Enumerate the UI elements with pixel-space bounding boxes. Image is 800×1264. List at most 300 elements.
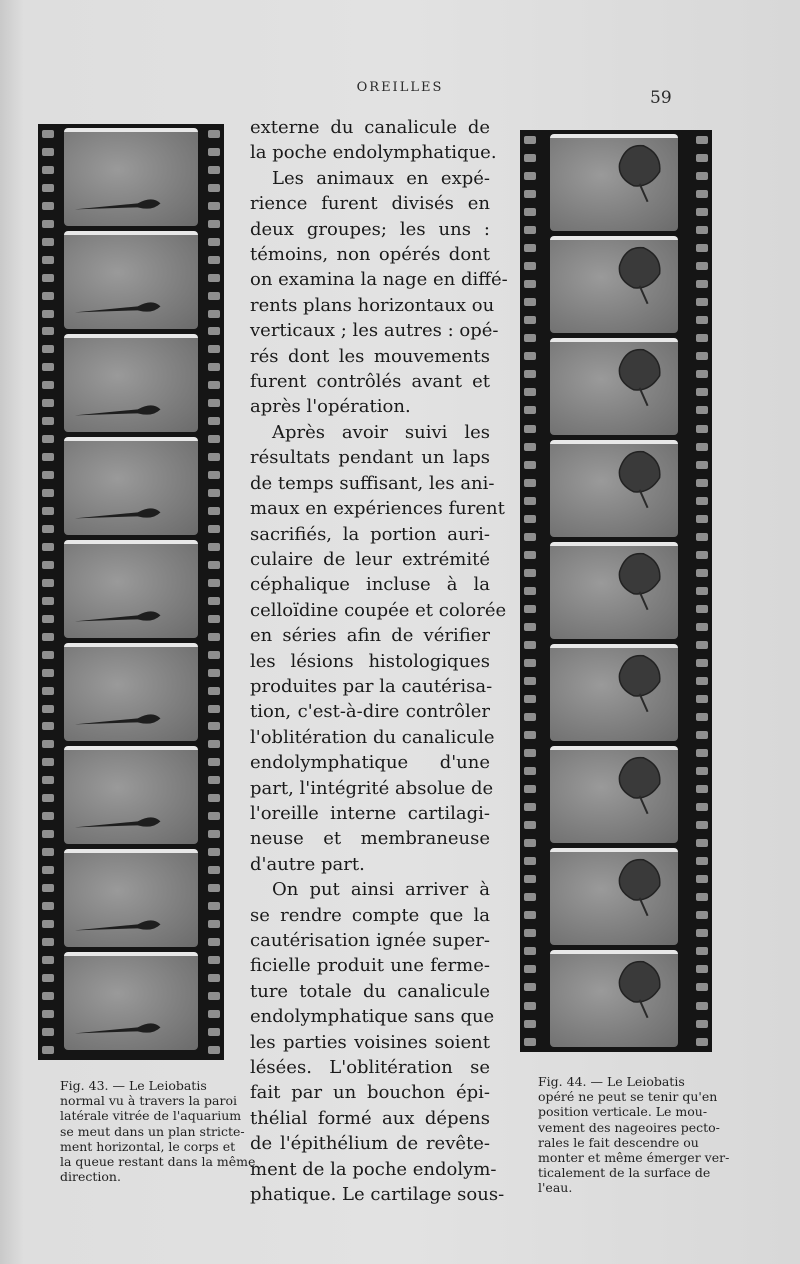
perforation-hole <box>208 705 220 713</box>
perforation-hole <box>696 551 708 559</box>
perforation-hole <box>696 1002 708 1010</box>
film-frame <box>64 437 198 535</box>
perforation-hole <box>696 461 708 469</box>
perforation-hole <box>42 722 54 730</box>
perforation-hole <box>208 992 220 1000</box>
perforation-hole <box>696 533 708 541</box>
perforation-hole <box>208 740 220 748</box>
ray-silhouette-horizontal <box>64 132 198 226</box>
perforation-hole <box>524 1020 536 1028</box>
perforation-hole <box>524 911 536 919</box>
perforation-hole <box>696 370 708 378</box>
perforation-hole <box>696 136 708 144</box>
film-frame <box>550 134 678 231</box>
body-text-column <box>250 115 508 1207</box>
perforation-hole <box>42 381 54 389</box>
perforation-hole <box>524 785 536 793</box>
perforation-hole <box>696 1038 708 1046</box>
perforation-hole <box>42 920 54 928</box>
perforation-hole <box>208 256 220 264</box>
perforation-hole <box>42 130 54 138</box>
perforation-hole <box>42 579 54 587</box>
perforation-hole <box>208 292 220 300</box>
body-text-line: on examina la nage en diffé- <box>250 269 508 291</box>
perforation-hole <box>42 615 54 623</box>
film-frame <box>550 644 678 741</box>
body-text-line: tion, c'est-à-dire contrôler <box>250 701 490 723</box>
perforation-hole <box>42 651 54 659</box>
body-text-line: fait par un bouchon épi- <box>250 1082 490 1104</box>
perforation-hole <box>524 262 536 270</box>
perforation-hole <box>524 875 536 883</box>
film-frames <box>64 128 198 1050</box>
caption-line: ticalement de la surface de <box>538 1165 711 1181</box>
film-frame <box>550 440 678 537</box>
perforation-hole <box>208 830 220 838</box>
body-text-line: de l'épithélium de revête- <box>250 1133 490 1155</box>
perforation-hole <box>696 280 708 288</box>
perforation-hole <box>42 148 54 156</box>
ray-silhouette-vertical <box>550 648 678 741</box>
film-perforations-left <box>42 130 54 1054</box>
perforation-hole <box>524 821 536 829</box>
body-text-line: maux en expériences furent <box>250 498 505 520</box>
ray-silhouette-vertical <box>550 750 678 843</box>
body-text-line: témoins, non opérés dont <box>250 244 490 266</box>
perforation-hole <box>208 902 220 910</box>
perforation-hole <box>42 884 54 892</box>
film-frame <box>64 128 198 226</box>
perforation-hole <box>696 821 708 829</box>
body-text-line: endolymphatique d'une <box>250 752 490 774</box>
body-text-line: produites par la cautérisa- <box>250 675 493 697</box>
ray-silhouette-vertical <box>550 138 678 231</box>
running-title: OREILLES <box>356 80 444 95</box>
perforation-hole <box>696 857 708 865</box>
perforation-hole <box>524 803 536 811</box>
perforation-hole <box>696 172 708 180</box>
film-frame <box>64 540 198 638</box>
perforation-hole <box>696 785 708 793</box>
perforation-hole <box>208 687 220 695</box>
perforation-hole <box>696 1020 708 1028</box>
film-frame <box>550 950 678 1047</box>
perforation-hole <box>696 803 708 811</box>
perforation-hole <box>524 244 536 252</box>
perforation-hole <box>696 316 708 324</box>
ray-silhouette-horizontal <box>64 338 198 432</box>
body-text-line: rés dont les mouvements <box>250 345 490 367</box>
perforation-hole <box>208 1010 220 1018</box>
body-text-line: la poche endolymphatique. <box>250 142 497 164</box>
perforation-hole <box>42 274 54 282</box>
perforation-hole <box>42 292 54 300</box>
perforation-hole <box>208 938 220 946</box>
body-text-line: part, l'intégrité absolue de <box>250 777 494 799</box>
perforation-hole <box>696 677 708 685</box>
perforation-hole <box>208 435 220 443</box>
perforation-hole <box>696 695 708 703</box>
perforation-hole <box>42 435 54 443</box>
perforation-hole <box>696 641 708 649</box>
perforation-hole <box>208 866 220 874</box>
perforation-hole <box>42 597 54 605</box>
perforation-hole <box>524 677 536 685</box>
perforation-hole <box>42 238 54 246</box>
perforation-hole <box>524 316 536 324</box>
caption-line: vement des nageoires pecto- <box>538 1119 720 1135</box>
perforation-hole <box>524 443 536 451</box>
perforation-hole <box>524 551 536 559</box>
film-perforations-right <box>696 136 708 1046</box>
perforation-hole <box>208 561 220 569</box>
perforation-hole <box>696 406 708 414</box>
body-text-line: Après avoir suivi les <box>272 421 490 443</box>
body-text-line: les lésions histologiques <box>250 650 490 672</box>
perforation-hole <box>524 334 536 342</box>
perforation-hole <box>42 507 54 515</box>
perforation-hole <box>42 1028 54 1036</box>
ray-silhouette-horizontal <box>64 853 198 947</box>
perforation-hole <box>696 352 708 360</box>
perforation-hole <box>42 202 54 210</box>
body-text-line: l'oblitération du canalicule <box>250 726 495 748</box>
page-number: 59 <box>650 88 672 108</box>
film-frame <box>550 338 678 435</box>
caption-line: opéré ne peut se tenir qu'en <box>538 1089 718 1105</box>
film-frame <box>550 542 678 639</box>
perforation-hole <box>524 983 536 991</box>
perforation-hole <box>208 327 220 335</box>
body-text-line: céphalique incluse à la <box>250 574 490 596</box>
perforation-hole <box>208 920 220 928</box>
perforation-hole <box>208 166 220 174</box>
ray-silhouette-vertical <box>550 954 678 1047</box>
perforation-hole <box>524 731 536 739</box>
perforation-hole <box>524 749 536 757</box>
perforation-hole <box>42 345 54 353</box>
perforation-hole <box>524 1002 536 1010</box>
film-frame <box>550 236 678 333</box>
ray-silhouette-horizontal <box>64 647 198 741</box>
perforation-hole <box>524 569 536 577</box>
ray-silhouette-horizontal <box>64 235 198 329</box>
perforation-hole <box>524 641 536 649</box>
perforation-hole <box>524 226 536 234</box>
perforation-hole <box>696 298 708 306</box>
figure-43-caption <box>60 1078 256 1185</box>
perforation-hole <box>696 262 708 270</box>
perforation-hole <box>42 489 54 497</box>
perforation-hole <box>696 947 708 955</box>
perforation-hole <box>42 220 54 228</box>
body-text-line: neuse et membraneuse <box>250 828 490 850</box>
perforation-hole <box>42 938 54 946</box>
perforation-hole <box>42 776 54 784</box>
perforation-hole <box>208 579 220 587</box>
perforation-hole <box>696 767 708 775</box>
body-text-line: rents plans horizontaux ou <box>250 294 495 316</box>
body-text-line: d'autre part. <box>250 853 365 875</box>
film-frame <box>64 334 198 432</box>
perforation-hole <box>524 406 536 414</box>
body-text-line: ture totale du canalicule <box>250 980 490 1002</box>
perforation-hole <box>42 256 54 264</box>
perforation-hole <box>42 974 54 982</box>
perforation-hole <box>208 274 220 282</box>
perforation-hole <box>524 497 536 505</box>
perforation-hole <box>696 479 708 487</box>
perforation-hole <box>524 515 536 523</box>
perforation-hole <box>696 587 708 595</box>
perforation-hole <box>696 929 708 937</box>
perforation-hole <box>696 497 708 505</box>
caption-line: l'eau. <box>538 1180 573 1196</box>
body-text-line: Les animaux en expé- <box>272 167 490 189</box>
body-text-line: culaire de leur extrémité <box>250 548 490 570</box>
perforation-hole <box>42 471 54 479</box>
perforation-hole <box>696 515 708 523</box>
perforation-hole <box>696 893 708 901</box>
film-frame <box>64 952 198 1050</box>
figure-44-caption <box>538 1074 728 1196</box>
perforation-hole <box>208 669 220 677</box>
perforation-hole <box>208 507 220 515</box>
body-text-line: cautérisation ignée super- <box>250 930 490 951</box>
perforation-hole <box>42 184 54 192</box>
body-text-line: deux groupes; les uns : <box>250 218 490 240</box>
perforation-hole <box>696 190 708 198</box>
body-text-line: l'oreille interne cartilagi- <box>250 802 490 824</box>
perforation-hole <box>208 633 220 641</box>
perforation-hole <box>208 184 220 192</box>
perforation-hole <box>524 425 536 433</box>
caption-line: ment horizontal, le corps et <box>60 1138 236 1154</box>
perforation-hole <box>524 605 536 613</box>
perforation-hole <box>696 749 708 757</box>
caption-line: position verticale. Le mou- <box>538 1104 708 1120</box>
perforation-hole <box>208 758 220 766</box>
body-text-line: ficielle produit une ferme- <box>250 955 490 977</box>
perforation-hole <box>42 363 54 371</box>
caption-line: normal vu à travers la paroi <box>60 1093 237 1109</box>
perforation-hole <box>524 929 536 937</box>
body-text-line: de temps suffisant, les ani- <box>250 472 495 494</box>
perforation-hole <box>208 884 220 892</box>
perforation-hole <box>524 479 536 487</box>
body-text-line: verticaux ; les autres : opé- <box>250 320 499 342</box>
perforation-hole <box>208 417 220 425</box>
film-perforations-right <box>208 130 220 1054</box>
perforation-hole <box>208 453 220 461</box>
perforation-hole <box>524 893 536 901</box>
perforation-hole <box>696 154 708 162</box>
ray-silhouette-vertical <box>550 546 678 639</box>
perforation-hole <box>208 363 220 371</box>
body-text-line: endolymphatique sans que <box>250 1006 495 1028</box>
perforation-hole <box>42 758 54 766</box>
perforation-hole <box>696 208 708 216</box>
perforation-hole <box>524 154 536 162</box>
ray-silhouette-vertical <box>550 444 678 537</box>
perforation-hole <box>42 166 54 174</box>
perforation-hole <box>208 381 220 389</box>
perforation-hole <box>696 911 708 919</box>
caption-line: rales le fait descendre ou <box>538 1134 699 1150</box>
perforation-hole <box>208 776 220 784</box>
ray-silhouette-vertical <box>550 342 678 435</box>
ray-silhouette-horizontal <box>64 544 198 638</box>
perforation-hole <box>696 983 708 991</box>
caption-line: Fig. 43. — Le Leiobatis <box>60 1078 207 1093</box>
perforation-hole <box>524 1038 536 1046</box>
body-text-line: lésées. L'oblitération se <box>250 1057 490 1079</box>
film-perforations-left <box>524 136 536 1046</box>
perforation-hole <box>524 623 536 631</box>
body-text-line: les parties voisines soient <box>250 1031 490 1053</box>
ray-silhouette-horizontal <box>64 956 198 1050</box>
body-text-line: On put ainsi arriver à <box>272 879 490 901</box>
perforation-hole <box>42 633 54 641</box>
perforation-hole <box>524 767 536 775</box>
perforation-hole <box>524 659 536 667</box>
film-frame <box>550 746 678 843</box>
perforation-hole <box>524 280 536 288</box>
perforation-hole <box>524 298 536 306</box>
ray-silhouette-horizontal <box>64 750 198 844</box>
ray-silhouette-horizontal <box>64 441 198 535</box>
perforation-hole <box>208 812 220 820</box>
perforation-hole <box>208 722 220 730</box>
perforation-hole <box>696 443 708 451</box>
perforation-hole <box>524 461 536 469</box>
perforation-hole <box>208 956 220 964</box>
perforation-hole <box>208 848 220 856</box>
perforation-hole <box>696 659 708 667</box>
perforation-hole <box>524 713 536 721</box>
perforation-hole <box>208 651 220 659</box>
body-text-line: rience furent divisés en <box>250 193 490 215</box>
perforation-hole <box>696 713 708 721</box>
body-text-line: se rendre compte que la <box>250 904 490 926</box>
perforation-hole <box>524 208 536 216</box>
perforation-hole <box>42 561 54 569</box>
perforation-hole <box>524 136 536 144</box>
perforation-hole <box>696 226 708 234</box>
body-text-line: furent contrôlés avant et <box>250 371 490 393</box>
perforation-hole <box>42 687 54 695</box>
body-text-line: externe du canalicule de <box>250 117 490 138</box>
film-frame <box>64 643 198 741</box>
perforation-hole <box>696 731 708 739</box>
perforation-hole <box>696 839 708 847</box>
perforation-hole <box>524 695 536 703</box>
perforation-hole <box>208 310 220 318</box>
perforation-hole <box>524 352 536 360</box>
perforation-hole <box>208 345 220 353</box>
perforation-hole <box>42 453 54 461</box>
perforation-hole <box>42 794 54 802</box>
film-strip-figure-44 <box>520 130 712 1052</box>
perforation-hole <box>696 334 708 342</box>
perforation-hole <box>42 956 54 964</box>
perforation-hole <box>208 794 220 802</box>
ray-silhouette-vertical <box>550 852 678 945</box>
body-text-line: sacrifiés, la portion auri- <box>250 523 490 545</box>
perforation-hole <box>208 489 220 497</box>
perforation-hole <box>42 399 54 407</box>
film-frame <box>550 848 678 945</box>
body-text-line: en séries afin de vérifier <box>250 625 490 647</box>
perforation-hole <box>524 370 536 378</box>
caption-line: direction. <box>60 1169 121 1185</box>
perforation-hole <box>208 525 220 533</box>
perforation-hole <box>42 525 54 533</box>
perforation-hole <box>524 190 536 198</box>
perforation-hole <box>524 388 536 396</box>
perforation-hole <box>42 830 54 838</box>
body-text-line: celloïdine coupée et colorée <box>250 599 507 621</box>
perforation-hole <box>208 1028 220 1036</box>
film-strip-figure-43 <box>38 124 224 1060</box>
perforation-hole <box>208 202 220 210</box>
perforation-hole <box>42 310 54 318</box>
perforation-hole <box>524 587 536 595</box>
perforation-hole <box>524 947 536 955</box>
film-frame <box>64 849 198 947</box>
film-frame <box>64 231 198 329</box>
perforation-hole <box>42 669 54 677</box>
ray-silhouette-vertical <box>550 240 678 333</box>
caption-line: monter et même émerger ver- <box>538 1150 730 1166</box>
perforation-hole <box>696 875 708 883</box>
perforation-hole <box>208 130 220 138</box>
perforation-hole <box>208 597 220 605</box>
perforation-hole <box>208 238 220 246</box>
film-frames <box>550 134 678 1047</box>
perforation-hole <box>696 244 708 252</box>
perforation-hole <box>208 543 220 551</box>
perforation-hole <box>696 623 708 631</box>
perforation-hole <box>696 425 708 433</box>
film-frame <box>64 746 198 844</box>
perforation-hole <box>208 615 220 623</box>
perforation-hole <box>524 839 536 847</box>
perforation-hole <box>42 812 54 820</box>
caption-line: Fig. 44. — Le Leiobatis <box>538 1074 685 1089</box>
perforation-hole <box>208 148 220 156</box>
body-text-line: ment de la poche endolym- <box>250 1158 497 1180</box>
perforation-hole <box>42 327 54 335</box>
perforation-hole <box>42 848 54 856</box>
perforation-hole <box>696 605 708 613</box>
caption-line: se meut dans un plan stricte- <box>60 1123 245 1139</box>
perforation-hole <box>208 471 220 479</box>
perforation-hole <box>524 172 536 180</box>
perforation-hole <box>524 857 536 865</box>
perforation-hole <box>208 399 220 407</box>
perforation-hole <box>208 974 220 982</box>
perforation-hole <box>42 417 54 425</box>
perforation-hole <box>42 902 54 910</box>
perforation-hole <box>696 569 708 577</box>
perforation-hole <box>524 965 536 973</box>
perforation-hole <box>42 705 54 713</box>
perforation-hole <box>42 740 54 748</box>
perforation-hole <box>42 866 54 874</box>
perforation-hole <box>42 543 54 551</box>
perforation-hole <box>208 220 220 228</box>
